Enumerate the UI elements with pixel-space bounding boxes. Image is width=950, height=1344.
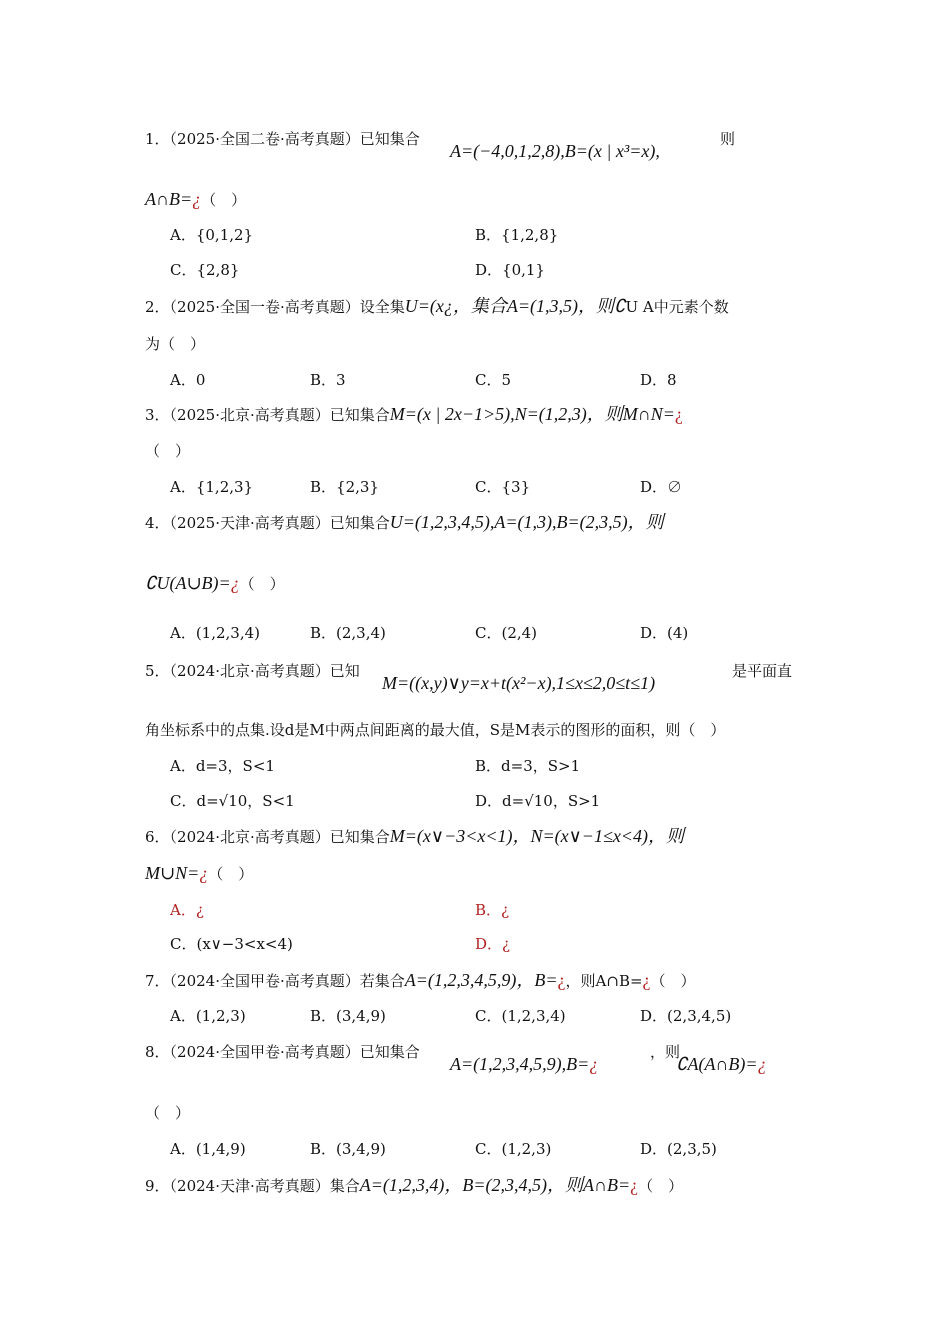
q8-option-b[interactable]: B．(3,4,9) [310, 1140, 386, 1158]
question-1-stem: 1．（2025·全国二卷·高考真题）已知集合 [145, 130, 420, 148]
question-3-stem: 3．（2025·北京·高考真题）已知集合M=(x | 2x−1>5),N=(1,2,3)，则M∩N=¿ [145, 404, 683, 424]
question-5-line2: 角坐标系中的点集.设d是M中两点间距离的最大值，S是M表示的图形的面积，则（ ） [145, 721, 726, 739]
q8-option-a[interactable]: A．(1,4,9) [170, 1140, 246, 1158]
q2-option-d[interactable]: D．8 [640, 371, 677, 389]
q1-option-c[interactable]: C．{2,8} [170, 261, 240, 279]
question-7-stem: 7．（2024·全国甲卷·高考真题）若集合A=(1,2,3,4,5,9)，B=¿，则A∩B=¿（ ） [145, 970, 696, 990]
q6-option-d[interactable]: D．¿ [475, 935, 511, 953]
q5-option-d[interactable]: D．d=√10，S>1 [475, 792, 601, 810]
question-4-line2: ∁U(A∪B)=¿（ ） [145, 573, 285, 593]
question-8-line2: （ ） [145, 1104, 191, 1122]
q5-option-c[interactable]: C．d=√10，S<1 [170, 792, 295, 810]
q4-option-d[interactable]: D．(4) [640, 624, 689, 642]
q7-option-c[interactable]: C．(1,2,3,4) [475, 1007, 566, 1025]
q6-option-c[interactable]: C．(x∨−3<x<4) [170, 935, 293, 953]
question-8-stem: 8．（2024·全国甲卷·高考真题）已知集合 [145, 1043, 420, 1061]
q1-option-a[interactable]: A．{0,1,2} [170, 226, 254, 244]
question-4-stem: 4．（2025·天津·高考真题）已知集合U=(1,2,3,4,5),A=(1,3),B=(2,3,5)，则 [145, 512, 664, 532]
question-5-tail: 是平面直 [732, 662, 793, 680]
question-1-then: 则 [720, 130, 736, 148]
question-3-line2: （ ） [145, 442, 191, 460]
q3-option-a[interactable]: A．{1,2,3} [170, 478, 254, 496]
q4-option-c[interactable]: C．(2,4) [475, 624, 538, 642]
q7-option-a[interactable]: A．(1,2,3) [170, 1007, 246, 1025]
q2-option-a[interactable]: A．0 [170, 371, 206, 389]
q3-option-c[interactable]: C．{3} [475, 478, 531, 496]
question-1-sets: A=(−4,0,1,2,8),B=(x | x³=x), [450, 141, 660, 161]
question-5-set: M=((x,y)∨y=x+t(x²−x),1≤x≤2,0≤t≤1) [382, 673, 656, 693]
q5-option-b[interactable]: B．d=3，S>1 [475, 757, 581, 775]
q6-option-a[interactable]: A．¿ [170, 901, 204, 919]
q3-option-b[interactable]: B．{2,3} [310, 478, 379, 496]
q8-option-c[interactable]: C．(1,2,3) [475, 1140, 552, 1158]
question-2-line2: 为（ ） [145, 335, 206, 353]
q7-option-d[interactable]: D．(2,3,4,5) [640, 1007, 732, 1025]
question-2-stem: 2．（2025·全国一卷·高考真题）设全集U=(x¿，集合A=(1,3,5)，则∁U A中元素个数 [145, 296, 729, 316]
question-8-set: A=(1,2,3,4,5,9),B=¿ [450, 1054, 599, 1074]
q2-option-b[interactable]: B．3 [310, 371, 346, 389]
question-5-stem: 5．（2024·北京·高考真题）已知 [145, 662, 360, 680]
q4-option-a[interactable]: A．(1,2,3,4) [170, 624, 261, 642]
question-8-then: ，则 [650, 1043, 681, 1061]
q4-option-b[interactable]: B．(2,3,4) [310, 624, 386, 642]
question-1-line2: A∩B=¿（ ） [145, 189, 247, 209]
question-8-complement: ∁A(A∩B)=¿ [676, 1054, 767, 1074]
q3-option-d[interactable]: D．∅ [640, 478, 683, 496]
q2-option-c[interactable]: C．5 [475, 371, 512, 389]
q7-option-b[interactable]: B．(3,4,9) [310, 1007, 386, 1025]
q1-option-d[interactable]: D．{0,1} [475, 261, 545, 279]
question-6-line2: M∪N=¿（ ） [145, 863, 254, 883]
q6-option-b[interactable]: B．¿ [475, 901, 510, 919]
question-6-stem: 6．（2024·北京·高考真题）已知集合M=(x∨−3<x<1)，N=(x∨−1≤x<4)，则 [145, 826, 684, 846]
question-9-stem: 9．（2024·天津·高考真题）集合A=(1,2,3,4)，B=(2,3,4,5)，则A∩B=¿（ ） [145, 1175, 684, 1195]
q8-option-d[interactable]: D．(2,3,5) [640, 1140, 717, 1158]
q5-option-a[interactable]: A．d=3，S<1 [170, 757, 275, 775]
q1-option-b[interactable]: B．{1,2,8} [475, 226, 559, 244]
